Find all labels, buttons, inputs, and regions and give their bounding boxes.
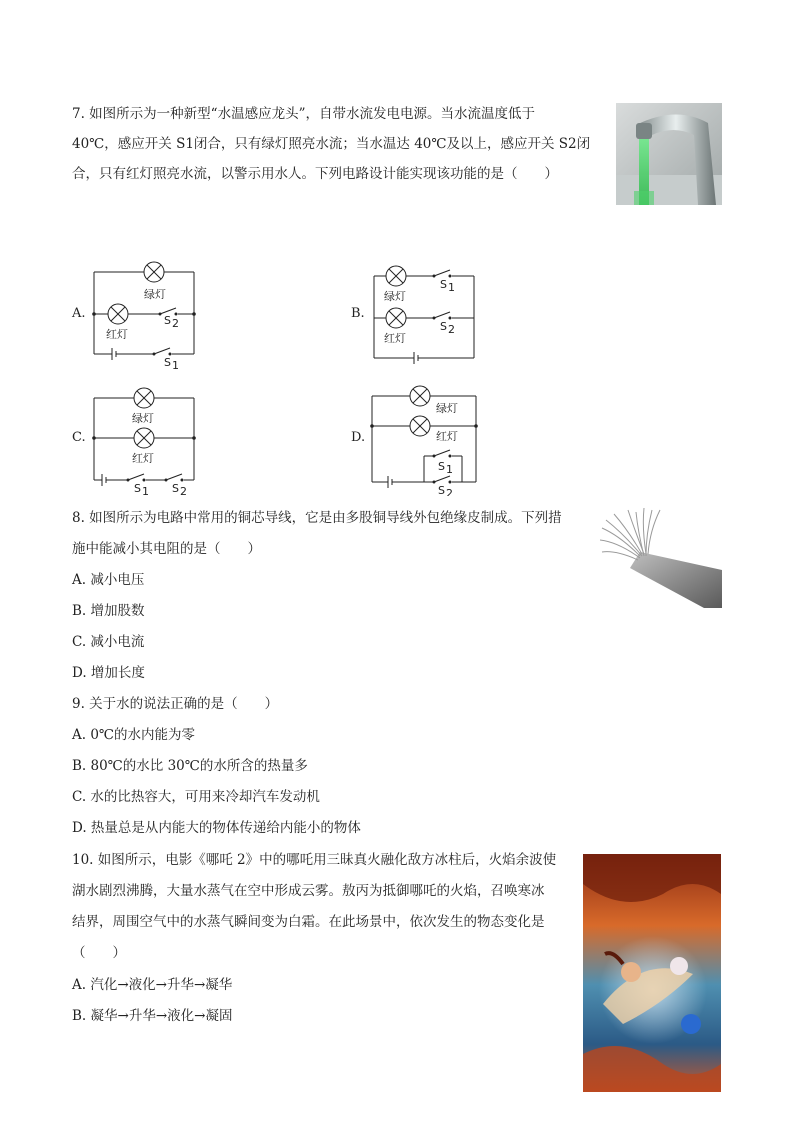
svg-text:绿灯: 绿灯 — [132, 412, 154, 425]
q9-option-c: C. 水的比热容大，可用来冷却汽车发动机 — [72, 789, 320, 805]
q7-option-c-label: C. — [72, 430, 86, 445]
green-lamp-icon — [410, 386, 430, 406]
svg-text:S: S — [438, 460, 445, 473]
q7-option-a-label: A. — [72, 306, 86, 321]
q8-line-2: 施中能减小其电阻的是（ ） — [72, 541, 261, 557]
green-lamp-icon — [144, 262, 164, 282]
svg-text:S: S — [440, 278, 447, 291]
green-lamp-icon — [134, 388, 154, 408]
circuit-b-diagram — [368, 258, 488, 370]
red-lamp-icon — [386, 308, 406, 328]
svg-text:红灯: 红灯 — [436, 430, 458, 443]
svg-text:2: 2 — [446, 487, 453, 496]
q10-line-2: 湖水剧烈沸腾，大量水蒸气在空中形成云雾。敖丙为抵御哪吒的火焰，召唤寒冰 — [72, 883, 545, 899]
svg-text:1: 1 — [448, 281, 455, 294]
svg-text:绿灯: 绿灯 — [436, 402, 458, 415]
svg-text:1: 1 — [142, 485, 149, 496]
faucet-photo — [616, 103, 722, 205]
svg-text:2: 2 — [180, 485, 187, 496]
q9-option-d: D. 热量总是从内能大的物体传递给内能小的物体 — [72, 820, 361, 836]
green-lamp-icon — [386, 266, 406, 286]
q7-option-b-label: B. — [351, 306, 365, 321]
q7-line-1: 7. 如图所示为一种新型“水温感应龙头”，自带水流发电电源。当水流温度低于 — [72, 106, 535, 122]
svg-text:1: 1 — [172, 359, 179, 370]
svg-text:红灯: 红灯 — [106, 328, 128, 341]
svg-text:绿灯: 绿灯 — [144, 288, 166, 301]
svg-text:红灯: 红灯 — [132, 452, 154, 465]
svg-text:S: S — [164, 314, 171, 327]
q8-option-c: C. 减小电流 — [72, 634, 145, 650]
circuit-c-diagram — [88, 384, 208, 496]
copper-wire-photo — [600, 506, 722, 608]
q8-option-b: B. 增加股数 — [72, 603, 145, 619]
svg-text:绿灯: 绿灯 — [384, 290, 406, 303]
q10-option-b: B. 凝华→升华→液化→凝固 — [72, 1008, 233, 1024]
q10-line-3: 结界，周围空气中的水蒸气瞬间变为白霜。在此场景中，依次发生的物态变化是 — [72, 914, 545, 930]
q7-line-2: 40℃，感应开关 S1闭合，只有绿灯照亮水流；当水温达 40℃及以上，感应开关 S2闭 — [72, 136, 591, 152]
svg-text:S: S — [164, 356, 171, 369]
q8-option-d: D. 增加长度 — [72, 665, 145, 681]
q10-line-1: 10. 如图所示，电影《哪吒 2》中的哪吒用三昧真火融化敌方冰柱后，火焰余波使 — [72, 852, 557, 868]
svg-text:S: S — [172, 482, 179, 495]
circuit-a-diagram — [88, 258, 208, 370]
red-lamp-icon — [410, 416, 430, 436]
q9-stem: 9. 关于水的说法正确的是（ ） — [72, 696, 279, 712]
svg-text:2: 2 — [172, 317, 179, 330]
red-lamp-icon — [134, 428, 154, 448]
q9-option-b: B. 80℃的水比 30℃的水所含的热量多 — [72, 758, 308, 774]
svg-text:S: S — [440, 320, 447, 333]
q10-option-a: A. 汽化→液化→升华→凝华 — [72, 977, 233, 993]
svg-text:2: 2 — [448, 323, 455, 336]
q7-line-3: 合，只有红灯照亮水流，以警示用水人。下列电路设计能实现该功能的是（ ） — [72, 166, 558, 182]
q10-line-4: （ ） — [72, 945, 126, 961]
q8-line-1: 8. 如图所示为电路中常用的铜芯导线，它是由多股铜导线外包绝缘皮制成。下列措 — [72, 510, 562, 526]
svg-text:红灯: 红灯 — [384, 332, 406, 345]
red-lamp-icon — [108, 304, 128, 324]
svg-text:S: S — [134, 482, 141, 495]
q9-option-a: A. 0℃的水内能为零 — [72, 727, 196, 743]
svg-text:1: 1 — [446, 463, 453, 476]
svg-text:S: S — [438, 484, 445, 496]
circuit-d-diagram — [366, 384, 492, 496]
q8-option-a: A. 减小电压 — [72, 572, 145, 588]
q7-option-d-label: D. — [351, 430, 366, 445]
movie-poster-image — [583, 854, 721, 1092]
